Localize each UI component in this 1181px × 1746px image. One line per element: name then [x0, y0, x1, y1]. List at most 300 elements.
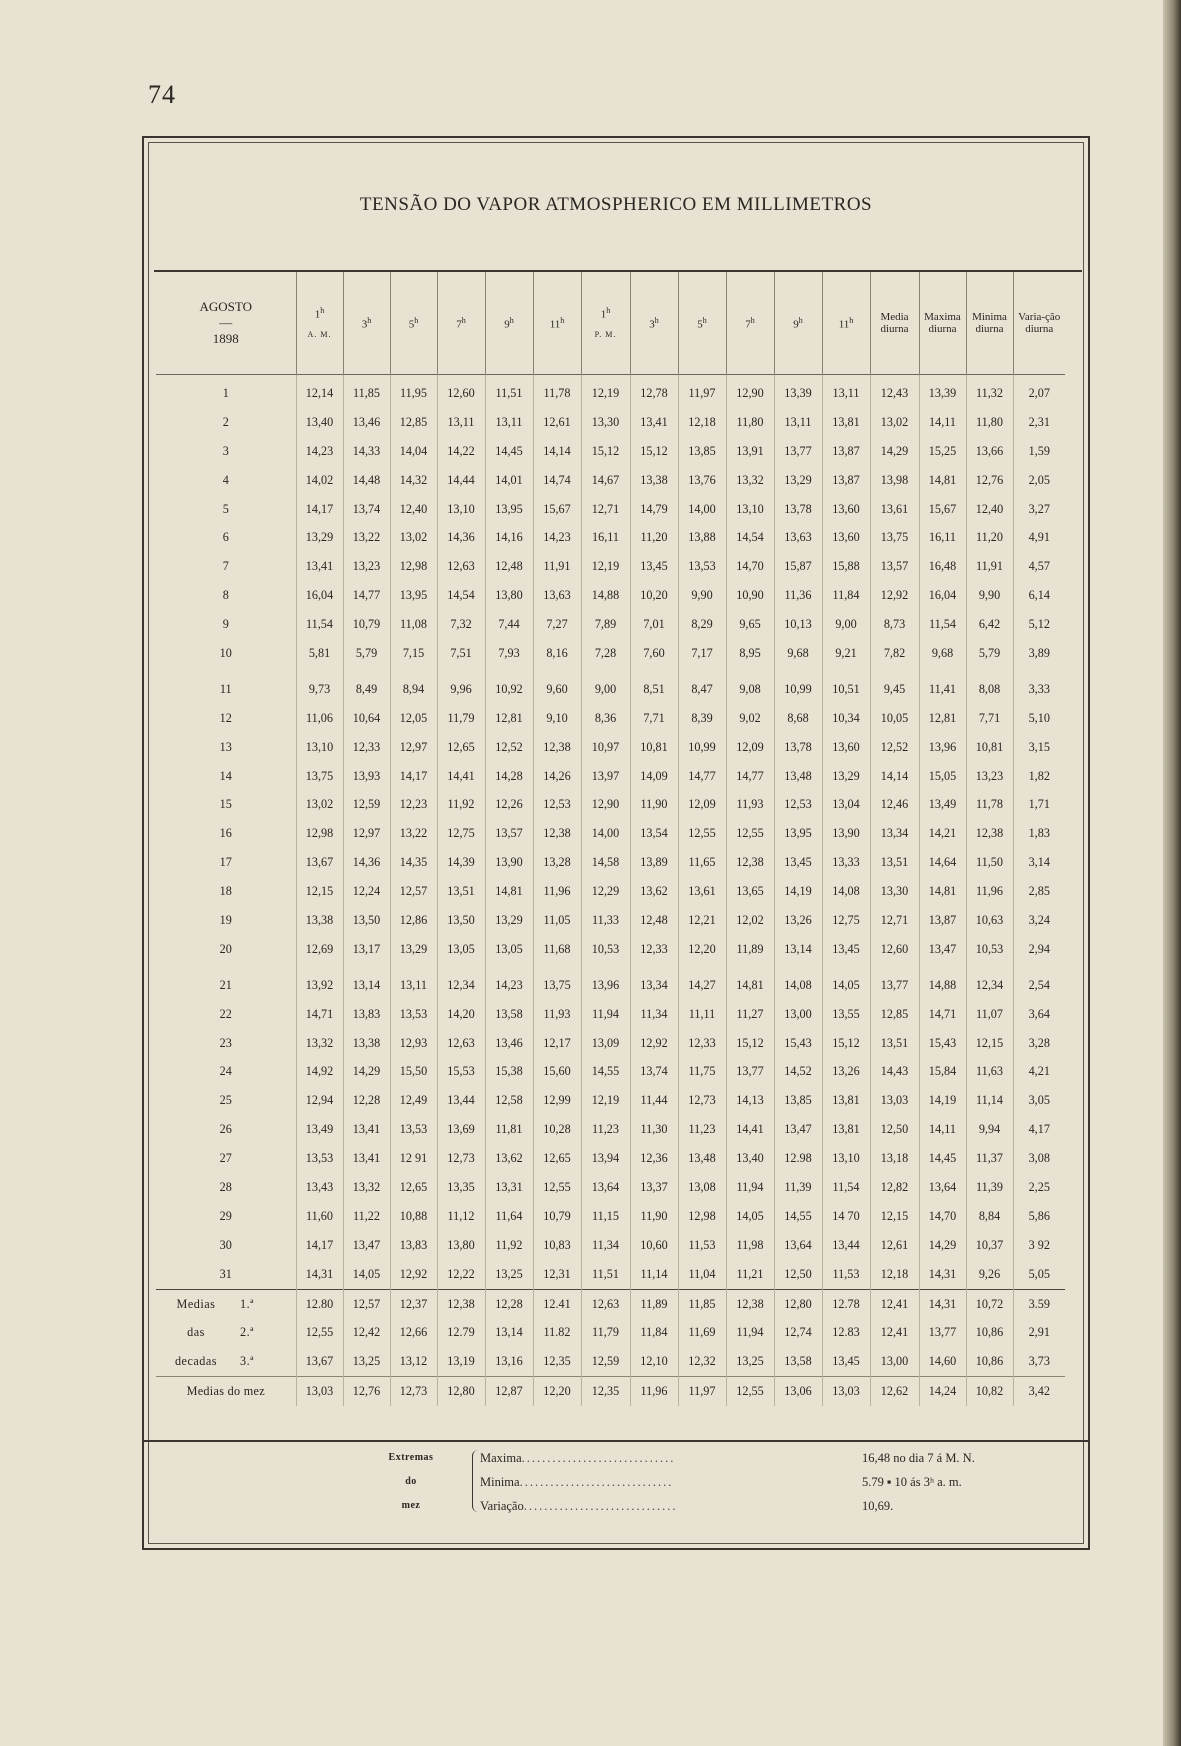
table-cell: 11,85 [343, 375, 390, 408]
table-cell: 12,81 [485, 704, 533, 733]
table-cell [296, 668, 343, 675]
table-cell: 13,69 [437, 1115, 485, 1144]
table-cell: 13,61 [870, 495, 919, 524]
table-cell: 12,38 [533, 733, 581, 762]
table-cell: 12,15 [870, 1202, 919, 1231]
hour-suffix: h [367, 316, 372, 326]
table-cell: 14,74 [533, 466, 581, 495]
table-cell: 12,09 [678, 790, 726, 819]
table-cell: 12,60 [870, 935, 919, 964]
table-cell: 14,02 [296, 466, 343, 495]
table-cell: 13,53 [390, 1115, 437, 1144]
extremes-title-mez: mez [401, 1500, 421, 1511]
table-cell: 5,86 [1028, 1208, 1050, 1223]
table-cell: 11,98 [726, 1231, 774, 1260]
table-cell: 13,53 [296, 1144, 343, 1173]
table-cell: 11,93 [533, 1000, 581, 1029]
table-cell: 3,64 [1028, 1006, 1050, 1021]
table-cell: 13,03 [822, 1377, 870, 1406]
table-cell: 16,11 [581, 523, 630, 552]
table-cell: 13,51 [870, 1029, 919, 1058]
table-cell: 11,54 [919, 610, 966, 639]
dot-leader: .............................. [521, 1451, 676, 1465]
table-cell: 11,89 [630, 1289, 678, 1318]
table-cell: 5,79 [966, 639, 1013, 668]
table-cell: 12,50 [870, 1115, 919, 1144]
table-cell: 2,31 [1028, 414, 1050, 429]
table-cell: 11,90 [630, 1202, 678, 1231]
table-cell: 13,02 [296, 790, 343, 819]
table-cell: 14,17 [296, 1231, 343, 1260]
table-cell: 3,08 [1028, 1151, 1050, 1166]
table-cell: 11,39 [774, 1173, 822, 1202]
table-cell: 14,64 [919, 848, 966, 877]
table-cell [437, 668, 485, 675]
table-cell: 10,79 [533, 1202, 581, 1231]
table-cell: 13,95 [390, 581, 437, 610]
decade-mean-row [156, 1319, 1065, 1348]
table-cell: 12,40 [390, 495, 437, 524]
table-cell: 10,81 [966, 733, 1013, 762]
table-cell: 14,92 [296, 1057, 343, 1086]
table-cell: 13,11 [822, 375, 870, 408]
table-row [156, 733, 1065, 762]
table-cell: 12,85 [870, 1000, 919, 1029]
table-cell: 12,31 [533, 1260, 581, 1289]
table-cell: 11,15 [581, 1202, 630, 1231]
table-cell: 12.78 [822, 1289, 870, 1318]
table-cell: 4,57 [1028, 559, 1050, 574]
table-cell: 10,99 [678, 733, 726, 762]
table-cell: 13,75 [870, 523, 919, 552]
table-cell: 14,43 [870, 1057, 919, 1086]
table-cell: 12,92 [390, 1260, 437, 1289]
table-cell: 13,76 [678, 466, 726, 495]
header-dash: — [219, 315, 233, 330]
table-cell: 9,60 [533, 675, 581, 704]
table-cell: 13,05 [485, 935, 533, 964]
table-cell: 2,25 [1028, 1179, 1050, 1194]
table-cell: 8,94 [390, 675, 437, 704]
table-cell: 12,15 [966, 1029, 1013, 1058]
hour-value: 5 [697, 318, 703, 331]
table-cell: 11,92 [485, 1231, 533, 1260]
table-cell: 13,06 [774, 1377, 822, 1406]
table-cell: 12,48 [630, 906, 678, 935]
table-cell: 12,98 [390, 552, 437, 581]
table-cell: 4,21 [1028, 1064, 1050, 1079]
table-row [156, 1202, 1065, 1231]
table-cell: 13,32 [296, 1029, 343, 1058]
table-cell: 10,53 [581, 935, 630, 964]
table-cell: 13,54 [630, 819, 678, 848]
table-cell: 13,83 [343, 1000, 390, 1029]
table-cell: 12,10 [630, 1347, 678, 1376]
hour-suffix: h [654, 316, 659, 326]
table-cell: 11,51 [485, 375, 533, 408]
hour-suffix: h [461, 316, 466, 326]
hour-value: 7 [456, 318, 462, 331]
month-mean-row [156, 1377, 1065, 1406]
table-cell: 7,32 [437, 610, 485, 639]
table-cell: 14,19 [774, 877, 822, 906]
table-cell: 13,19 [437, 1347, 485, 1376]
table-cell: 11,34 [581, 1231, 630, 1260]
decades-label: decadas [174, 1354, 218, 1369]
table-cell: 12,80 [437, 1377, 485, 1406]
table-cell: 13,81 [822, 1086, 870, 1115]
table-cell: 12,92 [630, 1029, 678, 1058]
table-cell: 12 91 [390, 1144, 437, 1173]
table-cell: 14,31 [919, 1260, 966, 1289]
table-cell: 14,39 [437, 848, 485, 877]
table-cell: 14,41 [726, 1115, 774, 1144]
table-cell: 13,53 [390, 1000, 437, 1029]
table-cell: 11,32 [966, 375, 1013, 408]
table-cell: 13,46 [343, 408, 390, 437]
table-cell [966, 964, 1013, 971]
table-cell: 11,50 [966, 848, 1013, 877]
table-cell: 13,78 [774, 733, 822, 762]
table-cell: 9,90 [678, 581, 726, 610]
table-cell: 5,81 [296, 639, 343, 668]
table-cell [156, 668, 296, 675]
decade-mean-row [156, 1289, 1065, 1318]
table-cell: 14,48 [343, 466, 390, 495]
table-cell: 13,89 [630, 848, 678, 877]
table-cell: 12,81 [919, 704, 966, 733]
table-cell: 13,38 [630, 466, 678, 495]
table-cell: 10,79 [343, 610, 390, 639]
table-cell: 4,17 [1028, 1122, 1050, 1137]
table-cell: 12,29 [581, 877, 630, 906]
table-cell: 12,65 [437, 733, 485, 762]
dot-leader: .............................. [519, 1475, 674, 1489]
table-cell [822, 668, 870, 675]
table-cell: 14,67 [581, 466, 630, 495]
table-cell: 13,14 [343, 971, 390, 1000]
table-cell: 14,00 [678, 495, 726, 524]
day-number: 12 [156, 704, 296, 733]
table-cell: 13,10 [726, 495, 774, 524]
table-cell: 14,24 [919, 1377, 966, 1406]
table-cell: 12,37 [390, 1289, 437, 1318]
period-label: P. M. [594, 329, 617, 339]
table-cell: 14,09 [630, 762, 678, 791]
table-cell: 12,21 [678, 906, 726, 935]
table-cell: 7,27 [533, 610, 581, 639]
table-cell: 3,15 [1028, 739, 1050, 754]
table-cell: 15,12 [581, 437, 630, 466]
table-cell: 8,36 [581, 704, 630, 733]
table-cell [533, 964, 581, 971]
table-row [156, 1000, 1065, 1029]
table-cell [343, 964, 390, 971]
table-cell: 12,15 [296, 877, 343, 906]
table-cell: 12,73 [390, 1377, 437, 1406]
table-cell: 9,96 [437, 675, 485, 704]
table-cell: 12,36 [630, 1144, 678, 1173]
table-cell: 11,91 [966, 552, 1013, 581]
table-cell: 12,94 [296, 1086, 343, 1115]
table-cell: 14,88 [919, 971, 966, 1000]
table-cell: 13,11 [774, 408, 822, 437]
extremes-title: Extremas [388, 1452, 434, 1463]
table-cell: 6,42 [966, 610, 1013, 639]
table-cell: 12,33 [678, 1029, 726, 1058]
table-cell [919, 964, 966, 971]
hour-header [822, 272, 870, 375]
table-cell: 13,41 [296, 552, 343, 581]
table-cell: 12,97 [343, 819, 390, 848]
table-cell: 12,86 [390, 906, 437, 935]
hour-suffix: h [849, 316, 854, 326]
table-cell: 12,80 [774, 1289, 822, 1318]
month-label: AGOSTO [199, 299, 252, 314]
table-cell: 12,87 [485, 1377, 533, 1406]
day-number: 10 [156, 639, 296, 668]
table-cell: 12,41 [870, 1319, 919, 1348]
table-cell: 15,67 [919, 495, 966, 524]
table-cell: 14,36 [437, 523, 485, 552]
table-cell: 13,77 [774, 437, 822, 466]
table-cell: 13,80 [437, 1231, 485, 1260]
table-cell: 13,29 [822, 762, 870, 791]
table-cell: 9,02 [726, 704, 774, 733]
table-cell: 13,96 [919, 733, 966, 762]
table-cell: 11,51 [581, 1260, 630, 1289]
table-cell: 10,37 [966, 1231, 1013, 1260]
table-cell: 13,92 [296, 971, 343, 1000]
table-cell: 12,19 [581, 552, 630, 581]
table-cell: 14,01 [485, 466, 533, 495]
table-cell: 13,67 [296, 848, 343, 877]
table-cell: 14,36 [343, 848, 390, 877]
table-row [156, 639, 1065, 668]
table-body [156, 375, 1065, 1407]
table-row [156, 762, 1065, 791]
table-cell: 12,26 [485, 790, 533, 819]
table-cell: 5,10 [1028, 710, 1050, 725]
day-number: 27 [156, 1144, 296, 1173]
table-cell: 14,81 [919, 877, 966, 906]
minima-value: 5.79 ▪ 10 ás 3ʰ a. m. [862, 1475, 962, 1489]
table-cell: 14,28 [485, 762, 533, 791]
table-cell: 11,91 [533, 552, 581, 581]
table-cell: 12,43 [870, 375, 919, 408]
variacao-line [480, 1494, 706, 1518]
table-cell: 13,48 [774, 762, 822, 791]
table-cell: 12,14 [296, 375, 343, 408]
table-cell: 11,30 [630, 1115, 678, 1144]
table-cell: 11,95 [390, 375, 437, 408]
table-cell: 12,42 [343, 1319, 390, 1348]
table-cell: 14,81 [726, 971, 774, 1000]
table-cell: 13,83 [390, 1231, 437, 1260]
header-row [156, 272, 1065, 375]
hour-value: 11 [838, 318, 850, 331]
table-cell: 12,75 [437, 819, 485, 848]
table-cell: 11,81 [485, 1115, 533, 1144]
table-cell: 13,85 [678, 437, 726, 466]
table-cell: 14,13 [726, 1086, 774, 1115]
table-cell: 15,53 [437, 1057, 485, 1086]
table-cell: 12,73 [678, 1086, 726, 1115]
table-cell: 15,25 [919, 437, 966, 466]
table-cell: 13,28 [533, 848, 581, 877]
table-cell: 13,50 [343, 906, 390, 935]
table-cell: 11,39 [966, 1173, 1013, 1202]
table-cell: 13,60 [822, 733, 870, 762]
table-cell: 13,98 [870, 466, 919, 495]
table-cell: 12,98 [296, 819, 343, 848]
table-cell: 13,93 [343, 762, 390, 791]
table-cell: 14,33 [343, 437, 390, 466]
table-cell: 12,48 [485, 552, 533, 581]
table-cell: 13,66 [966, 437, 1013, 466]
table-cell: 10,72 [966, 1289, 1013, 1318]
table-cell: 3,14 [1028, 855, 1050, 870]
table-cell: 11,63 [966, 1057, 1013, 1086]
table-cell: 14,44 [437, 466, 485, 495]
table-cell [1013, 964, 1065, 971]
table-cell: 3,05 [1028, 1093, 1050, 1108]
hour-value: 3 [649, 318, 655, 331]
day-number: 28 [156, 1173, 296, 1202]
table-cell: 11,05 [533, 906, 581, 935]
table-row [156, 495, 1065, 524]
table-cell [390, 668, 437, 675]
table-cell: 10,90 [726, 581, 774, 610]
table-cell: 13,41 [343, 1115, 390, 1144]
day-number: 3 [156, 437, 296, 466]
table-cell: 11,94 [581, 1000, 630, 1029]
table-cell: 13,81 [822, 1115, 870, 1144]
table-cell: 13,51 [437, 877, 485, 906]
table-cell: 12,73 [437, 1144, 485, 1173]
table-row [156, 877, 1065, 906]
table-cell: 12,19 [581, 1086, 630, 1115]
table-cell: 11,64 [485, 1202, 533, 1231]
table-cell: 2,54 [1028, 977, 1050, 992]
decade-ordinal: 3.ª [240, 1354, 255, 1369]
table-cell: 12,97 [390, 733, 437, 762]
table-cell: 14,81 [919, 466, 966, 495]
table-cell: 10,28 [533, 1115, 581, 1144]
table-cell: 14,32 [390, 466, 437, 495]
table-cell: 13,64 [919, 1173, 966, 1202]
table-cell: 14,29 [343, 1057, 390, 1086]
table-cell: 14,22 [437, 437, 485, 466]
table-cell: 12.98 [774, 1144, 822, 1173]
table-cell: 13,58 [774, 1347, 822, 1376]
table-cell: 13,03 [870, 1086, 919, 1115]
table-cell: 13,30 [581, 408, 630, 437]
table-cell: 8,47 [678, 675, 726, 704]
table-cell: 1,82 [1028, 768, 1050, 783]
table-cell: 11,69 [678, 1319, 726, 1348]
table-cell: 12,55 [726, 1377, 774, 1406]
hour-value: 11 [549, 318, 561, 331]
decade-label-cell [156, 1319, 296, 1348]
table-cell: 12,34 [437, 971, 485, 1000]
table-cell: 13,94 [581, 1144, 630, 1173]
hour-value: 1 [314, 308, 321, 321]
table-cell: 8,95 [726, 639, 774, 668]
table-cell: 14,00 [581, 819, 630, 848]
table-cell: 11,33 [581, 906, 630, 935]
table-cell: 12,20 [678, 935, 726, 964]
table-cell: 7,44 [485, 610, 533, 639]
row-gap [156, 964, 1065, 971]
table-cell: 7,93 [485, 639, 533, 668]
table-cell: 14,45 [485, 437, 533, 466]
table-cell: 9,65 [726, 610, 774, 639]
table-cell: 12,66 [390, 1319, 437, 1348]
table-cell: 13,46 [485, 1029, 533, 1058]
table-cell: 12,38 [726, 848, 774, 877]
table-cell: 10,97 [581, 733, 630, 762]
table-cell: 14,58 [581, 848, 630, 877]
table-cell: 11,94 [726, 1319, 774, 1348]
table-cell: 12,24 [343, 877, 390, 906]
table-row [156, 675, 1065, 704]
table-cell: 12,59 [343, 790, 390, 819]
hour-suffix: h [414, 316, 419, 326]
table-cell: 14,11 [919, 1115, 966, 1144]
table-cell: 13,39 [774, 375, 822, 408]
table-cell: 13,00 [774, 1000, 822, 1029]
table-row [156, 1086, 1065, 1115]
table-row [156, 408, 1065, 437]
table-cell: 11,20 [966, 523, 1013, 552]
table-cell: 10,99 [774, 675, 822, 704]
table-cell: 11,85 [678, 1289, 726, 1318]
table-cell: 12,55 [726, 819, 774, 848]
table-cell: 12,59 [581, 1347, 630, 1376]
table-cell: 14,05 [822, 971, 870, 1000]
table-cell: 14,21 [919, 819, 966, 848]
table-cell: 11,94 [726, 1173, 774, 1202]
table-cell: 12,40 [966, 495, 1013, 524]
table-cell: 3.59 [1013, 1289, 1065, 1318]
minima-label: Minima [480, 1475, 520, 1489]
table-cell: 11,80 [726, 408, 774, 437]
table-cell: 12,85 [390, 408, 437, 437]
table-cell: 11,12 [437, 1202, 485, 1231]
table-cell: 13,38 [296, 906, 343, 935]
table-cell: 13,00 [870, 1347, 919, 1376]
decades-label: Medias [176, 1296, 216, 1311]
table-cell: 9,68 [919, 639, 966, 668]
table-cell: 13,40 [296, 408, 343, 437]
table-cell: 12,18 [870, 1260, 919, 1289]
table-cell: 11,41 [919, 675, 966, 704]
table-cell: 13,32 [343, 1173, 390, 1202]
hour-suffix: h [509, 316, 514, 326]
table-cell [485, 668, 533, 675]
table-cell: 12.79 [437, 1319, 485, 1348]
table-cell: 8,08 [966, 675, 1013, 704]
table-cell [630, 668, 678, 675]
table-cell: 5,12 [1028, 617, 1050, 632]
table-cell: 11,37 [966, 1144, 1013, 1173]
day-number: 2 [156, 408, 296, 437]
decade-ordinal: 1.ª [240, 1296, 255, 1311]
day-number: 25 [156, 1086, 296, 1115]
hour-header [726, 272, 774, 375]
table-cell: 1,83 [1028, 826, 1050, 841]
